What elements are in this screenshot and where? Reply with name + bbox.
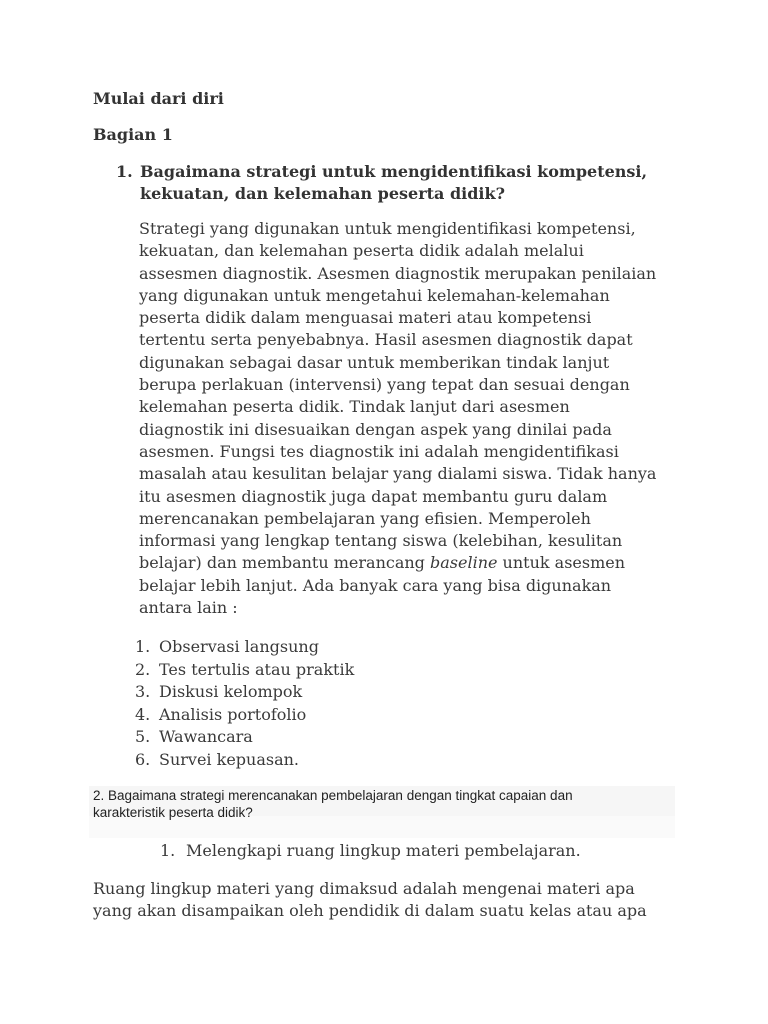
list-item-number: 6. <box>135 749 151 769</box>
list-item <box>135 636 655 659</box>
question-2 <box>93 787 671 821</box>
answer-line: assesmen diagnostik. Asesmen diagnostik merupakan penilaian <box>139 263 657 283</box>
answer-line-with-baseline <box>139 552 679 574</box>
answer-line: merencanakan pembelajaran yang efisien. Memperoleh <box>139 508 591 528</box>
answer-line: Strategi yang digunakan untuk mengidentifikasi kompetensi, <box>139 219 636 238</box>
methods-list <box>135 636 655 771</box>
list-item <box>135 681 655 704</box>
answer-line: yang akan disampaikan oleh pendidik di dalam suatu kelas atau apa <box>93 901 647 921</box>
list-item-label: Observasi langsung <box>159 637 319 656</box>
section-heading-bagian-1: Bagian 1 <box>93 125 173 144</box>
list-item <box>135 704 655 727</box>
answer-line: tertentu serta penyebabnya. Hasil asesmen diagnostik dapat <box>139 330 633 350</box>
section-heading-mulai-dari-diri: Mulai dari diri <box>93 89 224 108</box>
list-item <box>135 726 655 749</box>
question-2-line: karakteristik peserta didik? <box>93 805 253 820</box>
answer-line: Ruang lingkup materi yang dimaksud adalah mengenai materi apa <box>93 879 635 898</box>
list-item-number: 2. <box>135 659 151 679</box>
answer-line: antara lain : <box>139 598 238 618</box>
answer-line: diagnostik ini disesuaikan dengan aspek yang dinilai pada <box>139 419 612 439</box>
list-item-number: 5. <box>135 727 151 746</box>
answer-line: asesmen. Fungsi tes diagnostik ini adalah mengidentifikasi <box>139 441 619 461</box>
question-1-number: 1. <box>116 162 133 181</box>
list-item-label: Analisis portofolio <box>159 704 307 724</box>
question-2-line: 2. Bagaimana strategi merencanakan pembelajaran dengan tingkat capaian dan <box>93 788 573 803</box>
list-item <box>135 749 655 772</box>
answer-line: itu asesmen diagnostik juga dapat membantu guru dalam <box>139 486 608 506</box>
question-1-text: Bagaimana strategi untuk mengidentifikasi kompetensi, kekuatan, dan kelemahan peserta didik? <box>140 162 648 203</box>
list-item-number: 1. <box>160 841 176 860</box>
answer-line: peserta didik dalam menguasai materi atau kompetensi <box>139 308 592 328</box>
answer-line: yang digunakan untuk mengetahui kelemahan-kelemahan <box>139 285 610 305</box>
answer-line: digunakan sebagai dasar untuk memberikan tindak lanjut <box>139 352 610 372</box>
answer-line: berupa perlakuan (intervensi) yang tepat dan sesuai dengan <box>139 375 630 395</box>
list-item <box>135 659 655 682</box>
list-item-number: 4. <box>135 704 151 724</box>
answer-line: kelemahan peserta didik. Tindak lanjut dari asesmen <box>139 397 570 417</box>
answer-line: belajar lebih lanjut. Ada banyak cara yang bisa digunakan <box>139 575 612 595</box>
list-item-number: 1. <box>135 637 151 656</box>
list-item-label: Survei kepuasan. <box>159 749 300 769</box>
list-item-label: Wawancara <box>159 727 253 746</box>
list-item-label: Diskusi kelompok <box>159 682 303 701</box>
question-1 <box>116 161 676 205</box>
answer-line: masalah atau kesulitan belajar yang dialami siswa. Tidak hanya <box>139 464 657 484</box>
list-item-label: Melengkapi ruang lingkup materi pembelajaran. <box>186 841 581 860</box>
list-item-number: 3. <box>135 682 151 701</box>
answer-line: informasi yang lengkap tentang siswa (kelebihan, kesulitan <box>139 531 623 551</box>
answer-line-part: belajar) dan membantu merancang <box>139 553 430 573</box>
answer-2-list-item <box>160 840 680 862</box>
answer-1-paragraph <box>139 218 679 619</box>
baseline-italic-word: baseline <box>430 553 498 573</box>
answer-line-part: untuk asesmen <box>497 553 626 573</box>
list-item-label: Tes tertulis atau praktik <box>159 659 355 679</box>
answer-2-paragraph <box>93 878 673 923</box>
answer-line: kekuatan, dan kelemahan peserta didik adalah melalui <box>139 241 584 261</box>
